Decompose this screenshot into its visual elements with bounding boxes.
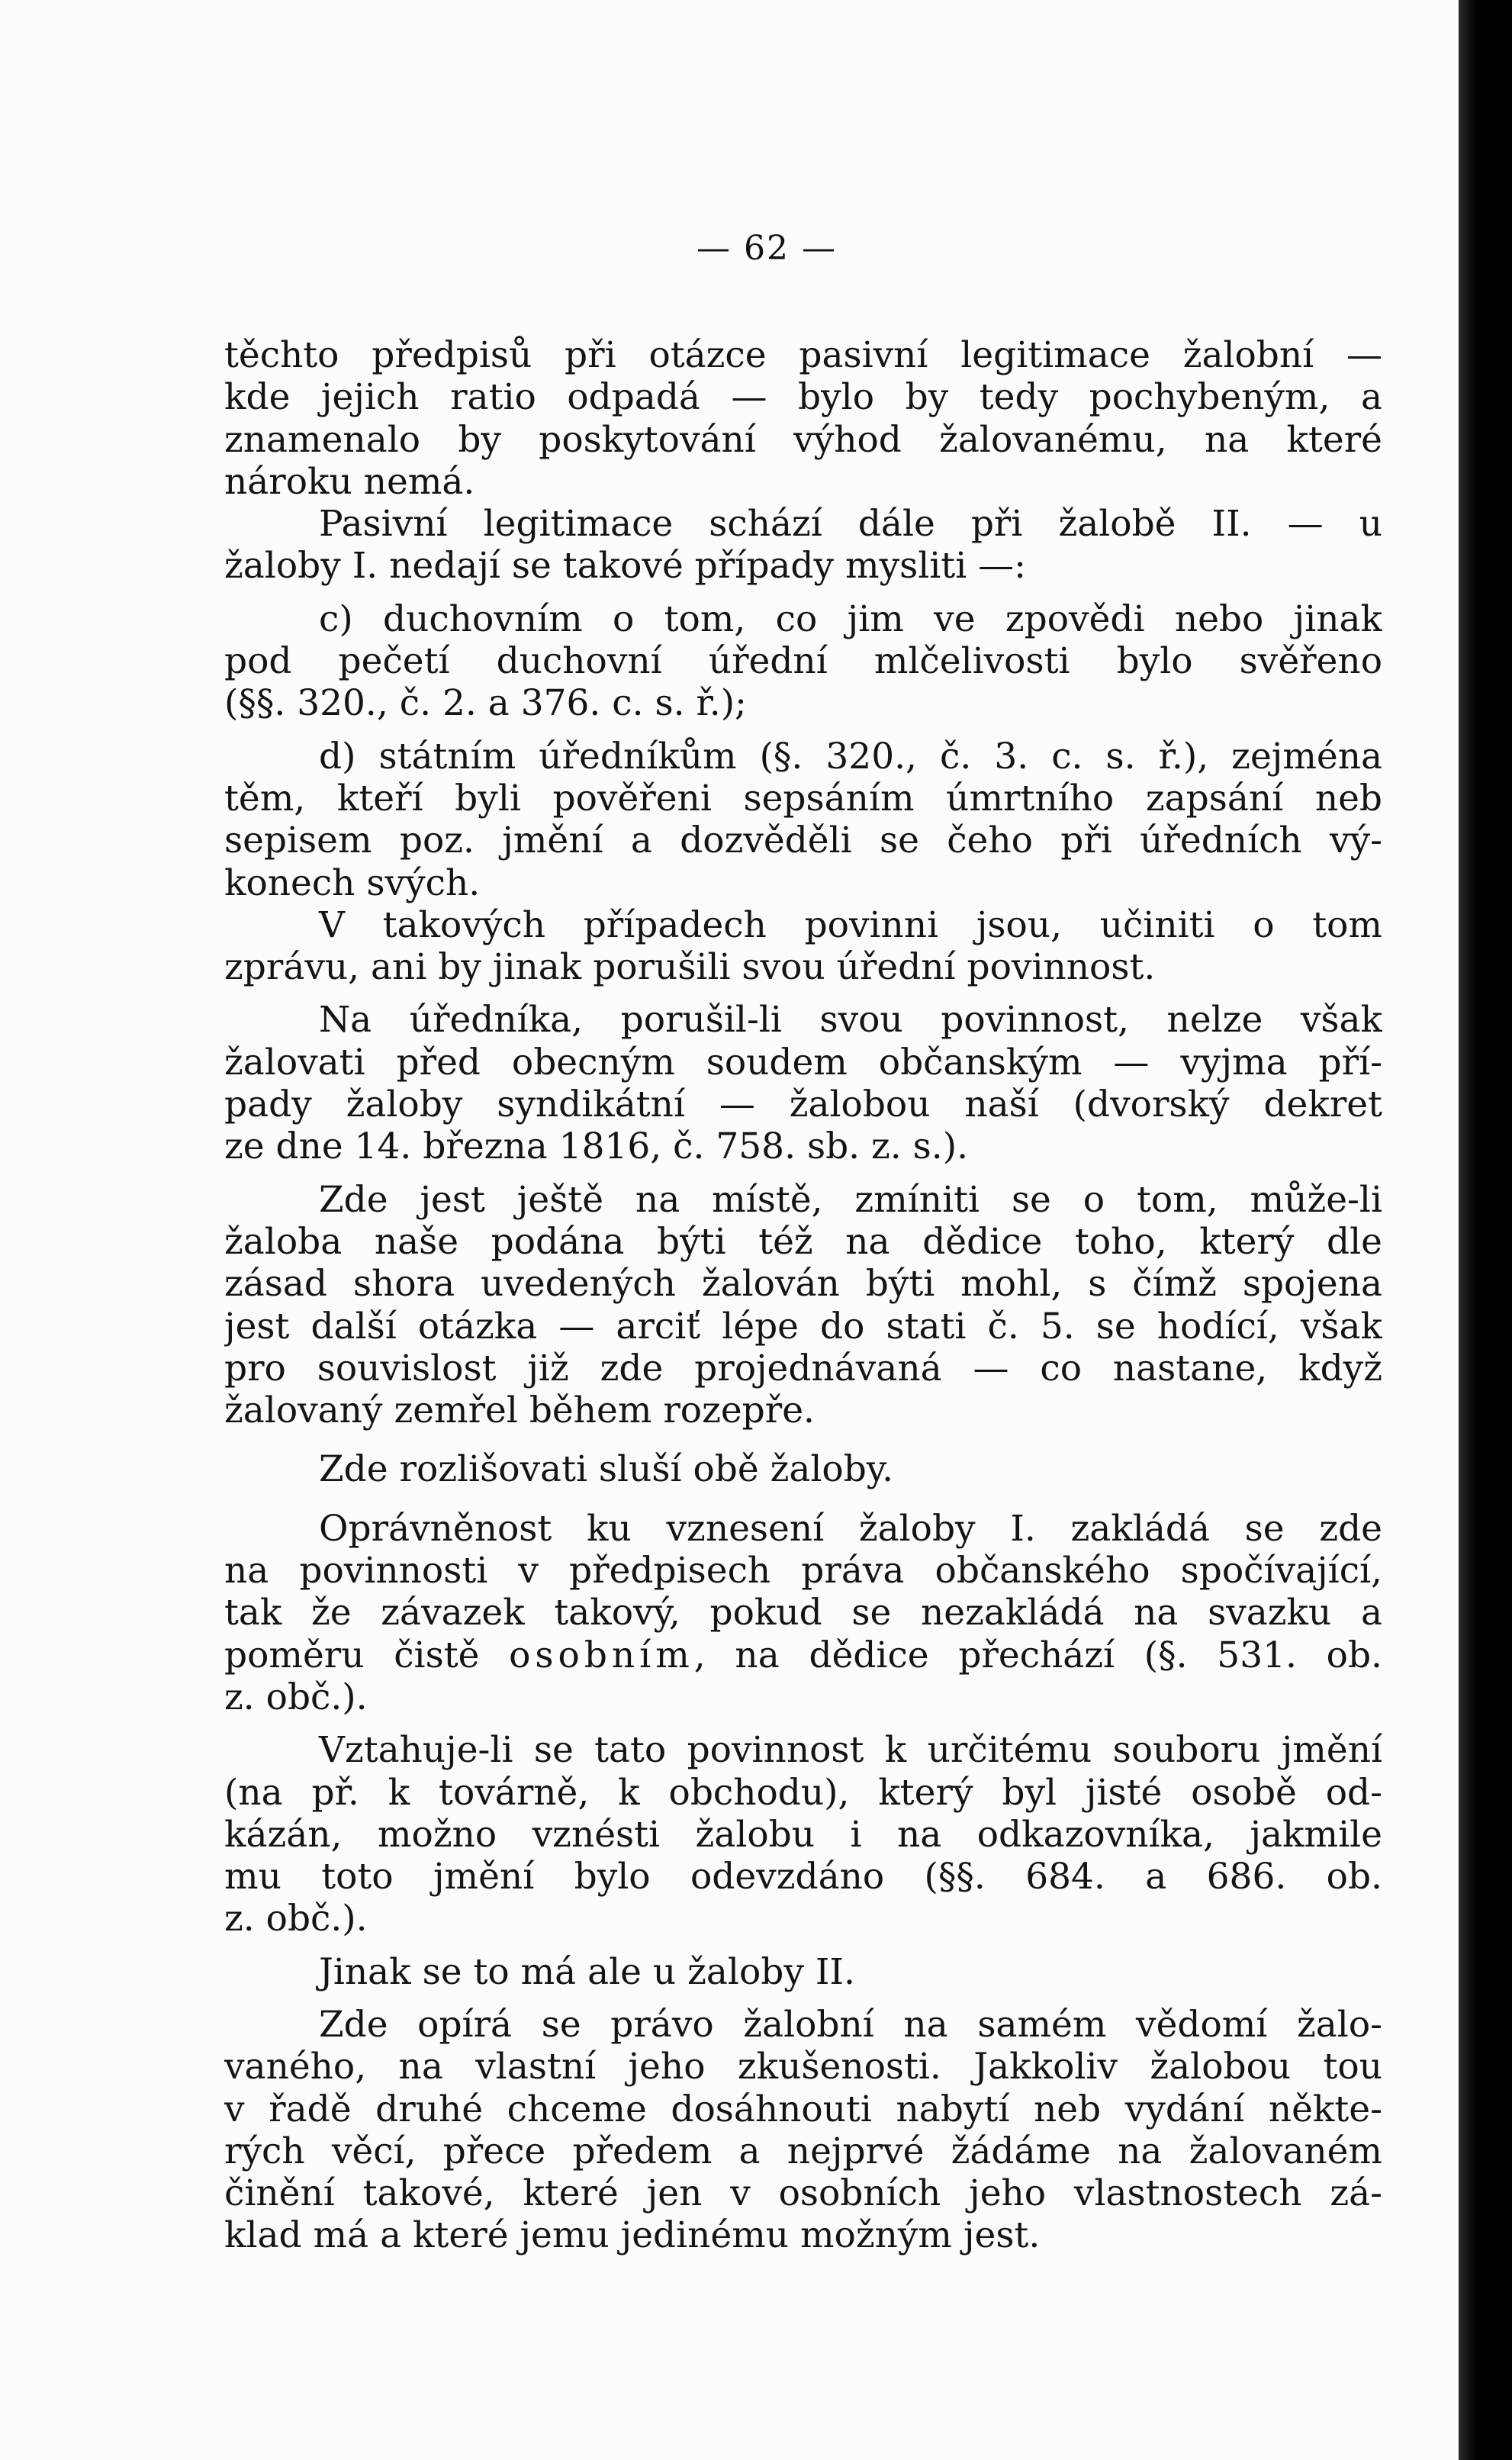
text-line: Pasivní legitimace schází dále při žalobě II. — u [319, 503, 1382, 546]
text-line: nároku nemá. [224, 460, 475, 503]
text-line: ze dne 14. března 1816, č. 758. sb. z. s.). [224, 1125, 969, 1168]
text-line: na povinnosti v předpisech práva občanského spočívající, [224, 1550, 1382, 1592]
text-fragment: , na dědice přechází (§. 531. ob. [693, 1634, 1382, 1676]
text-line: pod pečetí duchovní úřední mlčelivosti bylo svěřeno [224, 640, 1382, 683]
text-line: sepisem poz. jmění a dozvěděli se čeho při úředních vý- [224, 819, 1382, 862]
text-line: Zde jest ještě na místě, zmíniti se o tom, může-li [319, 1178, 1382, 1221]
text-line: mu toto jmění bylo odevzdáno (§§. 684. a 686. ob. [224, 1856, 1382, 1898]
text-line: kázán, možno vznésti žalobu i na odkazovníka, jakmile [224, 1813, 1382, 1856]
text-line: znamenalo by poskytování výhod žalovanému, na které [224, 418, 1382, 461]
text-line: Jinak se to má ale u žaloby II. [319, 1950, 855, 1993]
text-line-with-spaced-word [224, 1634, 1382, 1676]
text-line: Vztahuje-li se tato povinnost k určitému souboru jmění [319, 1729, 1382, 1772]
spaced-emphasis: osobním [509, 1634, 694, 1676]
text-line: Oprávněnost ku vznesení žaloby I. zakládá se zde [319, 1507, 1382, 1550]
text-line: jest další otázka — arciť lépe do stati č. 5. se hodící, však [224, 1305, 1382, 1348]
text-line: c) duchovním o tom, co jim ve zpovědi nebo jinak [319, 597, 1382, 640]
text-line: tak že závazek takový, pokud se nezakládá na svazku a [224, 1592, 1382, 1634]
text-line: Zde rozlišovati sluší obě žaloby. [319, 1448, 894, 1491]
text-line: žaloba naše podána býti též na dědice toho, který dle [224, 1220, 1382, 1263]
text-line: činění takové, které jen v osobních jeho vlastnostech zá- [224, 2172, 1382, 2215]
text-line: pro souvislost již zde projednávaná — co nastane, když [224, 1347, 1382, 1389]
page-number: — 62 — [696, 229, 837, 268]
text-line: Zde opírá se právo žalobní na samém vědomí žalo- [319, 2003, 1382, 2046]
text-line: z. obč.). [224, 1676, 368, 1718]
text-line: d) státním úředníkům (§. 320., č. 3. c. s. ř.), zejména [319, 735, 1382, 778]
text-line: těchto předpisů při otázce pasivní legitimace žalobní — [224, 334, 1382, 376]
text-line: (§§. 320., č. 2. a 376. c. s. ř.); [224, 682, 747, 725]
text-line: žalovati před obecným soudem občanským — vyjma pří- [224, 1041, 1382, 1083]
text-line: z. obč.). [224, 1898, 368, 1940]
text-line: kde jejich ratio odpadá — bylo by tedy pochybeným, a [224, 376, 1382, 419]
text-line: V takových případech povinni jsou, učiniti o tom [319, 903, 1382, 946]
text-line: zprávu, ani by jinak porušili svou úřední povinnost. [224, 946, 1156, 989]
text-line: konech svých. [224, 861, 481, 904]
text-line: v řadě druhé chceme dosáhnouti nabytí neb vydání někte- [224, 2088, 1382, 2130]
scan-border [1459, 0, 1512, 2460]
text-line: žalovaný zemřel během rozepře. [224, 1389, 815, 1432]
text-line: (na př. k továrně, k obchodu), který byl jisté osobě od- [224, 1771, 1382, 1814]
body-text [224, 334, 1382, 2257]
text-line: zásad shora uvedených žalován býti mohl, s čímž spojena [224, 1263, 1382, 1306]
text-line: pady žaloby syndikátní — žalobou naší (dvorský dekret [224, 1083, 1382, 1126]
text-line: těm, kteří byli pověřeni sepsáním úmrtního zapsání neb [224, 777, 1382, 819]
text-line: rých věcí, přece předem a nejprvé žádáme na žalovaném [224, 2130, 1382, 2172]
text-line: vaného, na vlastní jeho zkušenosti. Jakkoliv žalobou tou [224, 2046, 1382, 2088]
text-line: Na úředníka, porušil-li svou povinnost, nelze však [319, 999, 1382, 1042]
text-line: žaloby I. nedají se takové případy mysliti —: [224, 545, 1027, 588]
text-line: klad má a které jemu jedinému možným jest. [224, 2214, 1041, 2257]
text-fragment: poměru čistě [224, 1634, 510, 1676]
